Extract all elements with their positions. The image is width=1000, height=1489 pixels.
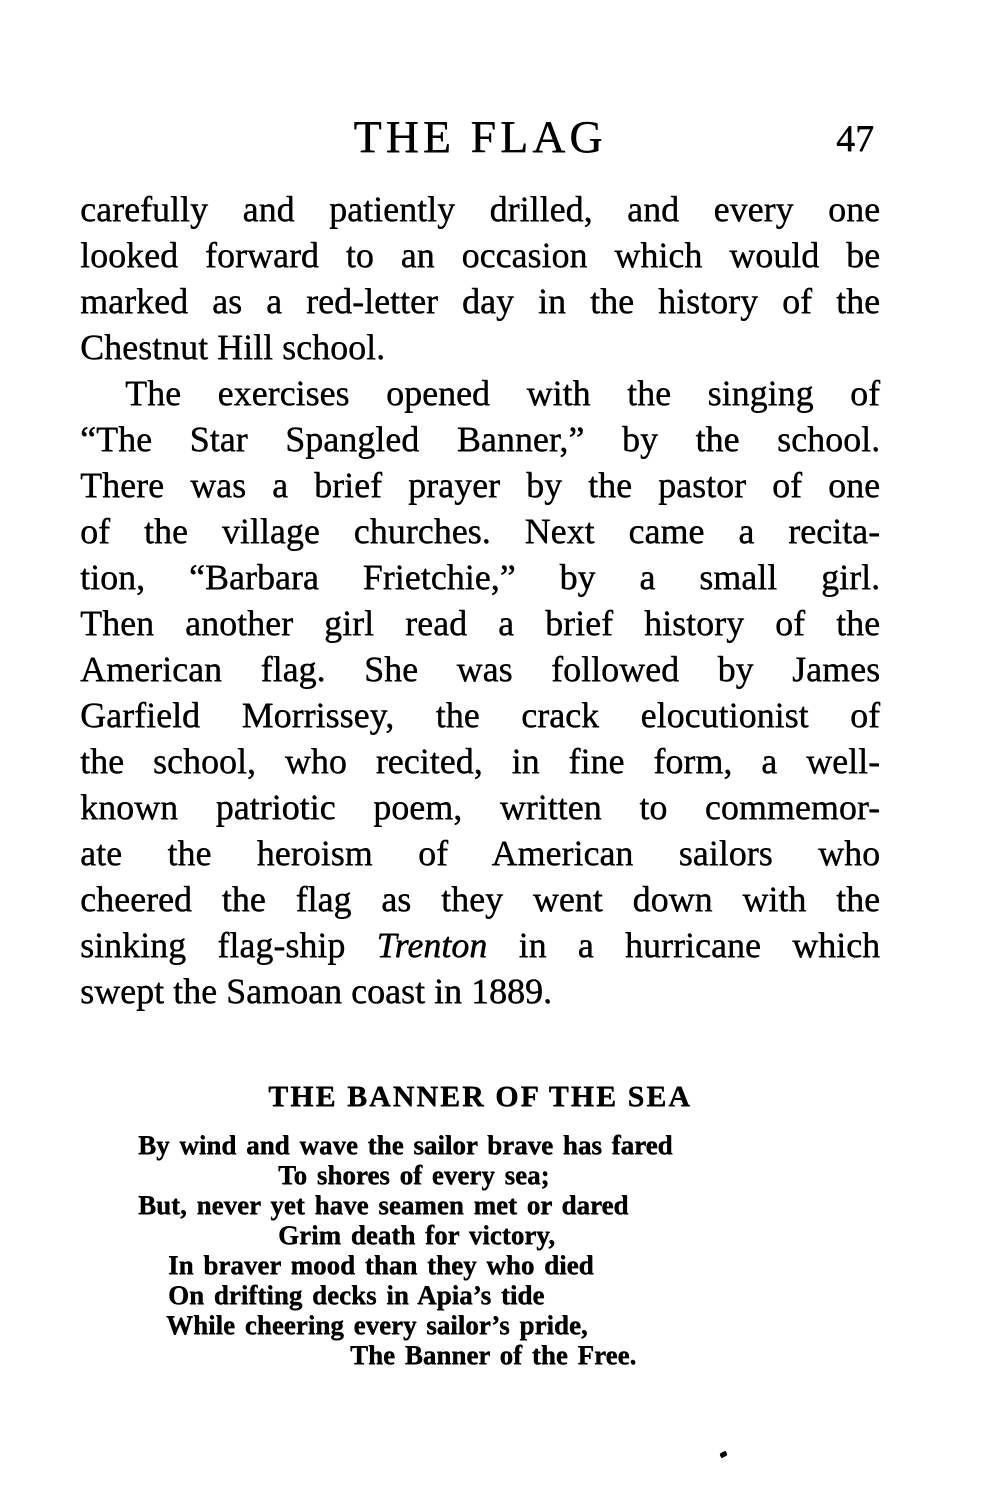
poem-line: In braver mood than they who died: [168, 1250, 594, 1280]
poem-line: To shores of every sea;: [278, 1160, 550, 1190]
poem-line: By wind and wave the sailor brave has fared: [138, 1130, 673, 1160]
poem-title: THE BANNER OF THE SEA: [268, 1080, 692, 1113]
poem-line: The Banner of the Free.: [350, 1340, 637, 1370]
poem-line: While cheering every sailor’s pride,: [166, 1310, 588, 1340]
body-text: [80, 186, 880, 1014]
poem-line: On drifting decks in Apia’s tide: [168, 1280, 545, 1310]
text-line: swept the Samoan coast in 1889.: [80, 971, 552, 1011]
text-line: Then another girl read a brief history of the: [80, 603, 880, 643]
text-line: the school, who recited, in fine form, a well-: [80, 741, 880, 781]
text-line: ate the heroism of American sailors who: [80, 833, 880, 873]
text-line: tion, “Barbara Frietchie,” by a small girl.: [80, 557, 880, 597]
text-line: Chestnut Hill school.: [80, 327, 385, 367]
text-line: American flag. She was followed by James: [80, 649, 880, 689]
poem-line: But, never yet have seamen met or dared: [138, 1190, 629, 1220]
ink-speck: [719, 1451, 727, 1458]
text-line: There was a brief prayer by the pastor of one: [80, 465, 880, 505]
text-segment: sinking flag-ship: [80, 925, 346, 965]
text-line-with-italic: [80, 922, 880, 968]
text-line: looked forward to an occasion which would be: [80, 235, 880, 275]
text-line: “The Star Spangled Banner,” by the school.: [80, 419, 880, 459]
text-line: Garfield Morrissey, the crack elocutionist of: [80, 695, 880, 735]
page-number: 47: [836, 118, 874, 160]
poem: [138, 1130, 880, 1370]
ship-name-italic: Trenton: [376, 925, 488, 965]
text-line: known patriotic poem, written to commemor-: [80, 787, 880, 827]
text-line: of the village churches. Next came a recita-: [80, 511, 880, 551]
text-line: The exercises opened with the singing of: [125, 373, 880, 413]
text-segment: in a hurricane which: [518, 925, 881, 965]
text-line: cheered the flag as they went down with the: [80, 879, 880, 919]
poem-line: Grim death for victory,: [278, 1220, 555, 1250]
running-title: THE FLAG: [353, 111, 607, 162]
text-line: carefully and patiently drilled, and every one: [80, 189, 880, 229]
text-line: marked as a red-letter day in the history of the: [80, 281, 880, 321]
